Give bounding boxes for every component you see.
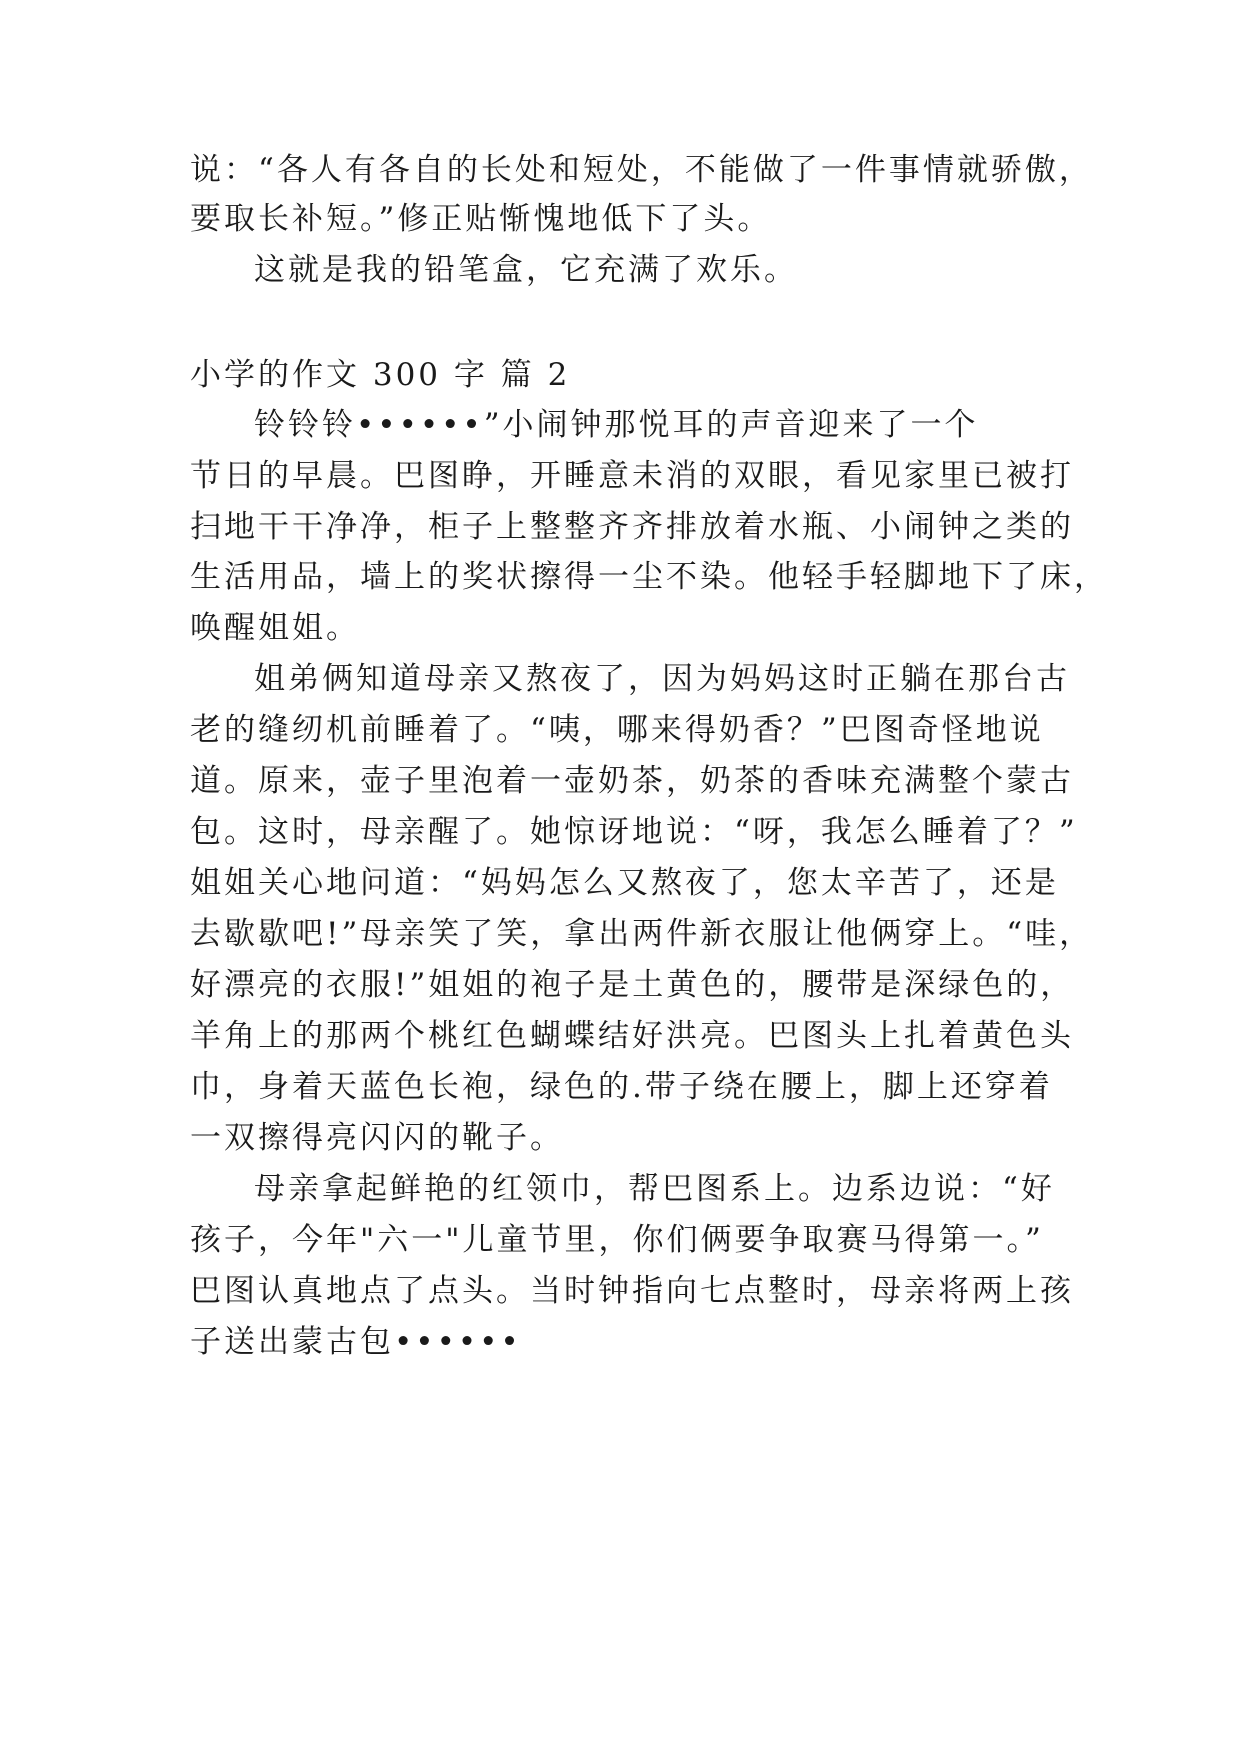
body-line: 老的缝纫机前睡着了。“咦，哪来得奶香？”巴图奇怪地说 <box>190 712 1044 748</box>
body-line: 子送出蒙古包•••••• <box>190 1324 522 1360</box>
body-line: 节日的早晨。巴图睁，开睡意未消的双眼，看见家里已被打 <box>190 458 1074 494</box>
body-line: 好漂亮的衣服!”姐姐的袍子是土黄色的，腰带是深绿色的， <box>190 967 1075 1003</box>
body-line: 要取长补短。”修正贴惭愧地低下了头。 <box>190 201 772 237</box>
body-line: 巴图认真地点了点头。当时钟指向七点整时，母亲将两上孩 <box>190 1273 1074 1309</box>
body-line: 唤醒姐姐。 <box>190 610 360 646</box>
body-line: 姐姐关心地问道：“妈妈怎么又熬夜了，您太辛苦了，还是 <box>190 865 1059 901</box>
body-line: 姐弟俩知道母亲又熬夜了，因为妈妈这时正躺在那台古 <box>254 661 1070 697</box>
body-line: 铃铃铃••••••”小闹钟那悦耳的声音迎来了一个 <box>254 407 979 443</box>
section-heading: 小学的作文 300 字 篇 2 <box>190 357 571 393</box>
body-line: 这就是我的铅笔盒，它充满了欢乐。 <box>254 252 798 288</box>
body-line: 扫地干干净净，柜子上整整齐齐排放着水瓶、小闹钟之类的 <box>190 509 1074 545</box>
body-line: 巾，身着天蓝色长袍，绿色的.带子绕在腰上，脚上还穿着 <box>190 1069 1053 1105</box>
body-line: 去歇歇吧!”母亲笑了笑，拿出两件新衣服让他俩穿上。“哇， <box>190 916 1094 952</box>
body-line: 生活用品，墙上的奖状擦得一尘不染。他轻手轻脚地下了床， <box>190 559 1108 595</box>
body-line: 母亲拿起鲜艳的红领巾，帮巴图系上。边系边说：“好 <box>254 1171 1055 1207</box>
body-line: 孩子，今年"六一"儿童节里，你们俩要争取赛马得第一。” <box>190 1222 1044 1258</box>
body-line: 说：“各人有各自的长处和短处，不能做了一件事情就骄傲， <box>190 152 1093 188</box>
body-line: 一双擦得亮闪闪的靴子。 <box>190 1120 564 1156</box>
body-line: 包。这时，母亲醒了。她惊讶地说：“呀，我怎么睡着了？” <box>190 814 1078 850</box>
body-line: 羊角上的那两个桃红色蝴蝶结好洪亮。巴图头上扎着黄色头 <box>190 1018 1074 1054</box>
body-line: 道。原来，壶子里泡着一壶奶茶，奶茶的香味充满整个蒙古 <box>190 763 1074 799</box>
